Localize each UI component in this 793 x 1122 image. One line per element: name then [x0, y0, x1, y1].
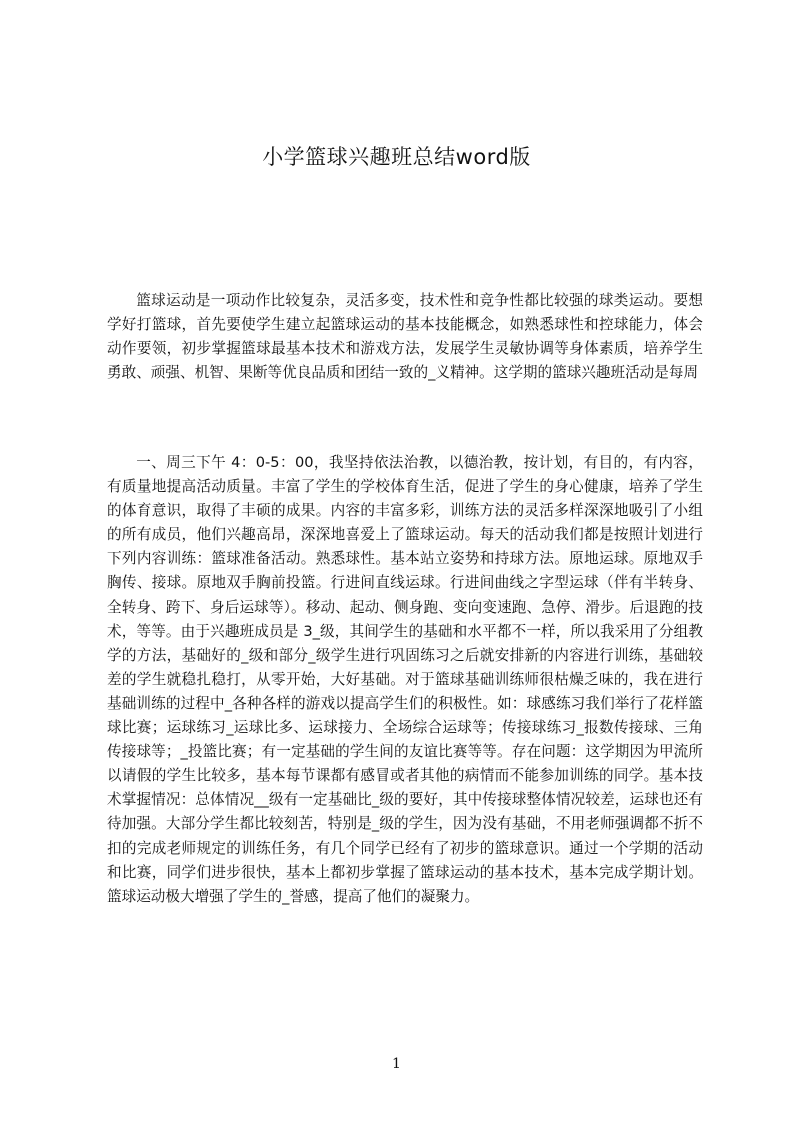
body-paragraph-1: 篮球运动是一项动作比较复杂，灵活多变，技术性和竞争性都比较强的球类运动。要想学好打篮球，首先要使学生建立起篮球运动的基本技能概念，如熟悉球性和控球能力，体会动作要领，初步掌握篮球最基本技术和游戏方法，发展学生灵敏协调等身体素质，培养学生勇敢、顽强、机智、果断等优良品质和团结一致的_义精神。这学期的篮球兴趣班活动是每周 — [107, 292, 703, 382]
document-title: 小学篮球兴趣班总结word版 — [262, 145, 531, 169]
page-number: 1 — [392, 1056, 401, 1072]
body-paragraph-2: 一、周三下午 4：0-5：00，我坚持依法治教，以德治教，按计划，有目的，有内容，有质量地提高活动质量。丰富了学生的学校体育生活，促进了学生的身心健康，培养了学生的体育意识，取得了丰硕的成果。内容的丰富多彩，训练方法的灵活多样深深地吸引了小组的所有成员，他们兴趣高昂，深深地喜爱上了篮球运动。每天的活动我们都是按照计划进行下列内容训练：篮球准备活动。熟悉球性。基本站立姿势和持球方法。原地运球。原地双手胸传、接球。原地双手胸前投篮。行进间直线运球。行进间曲线之字型运球（伴有半转身、全转身、跨下、身后运球等）。移动、起动、侧身跑、变向变速跑、急停、滑步。后退跑的技术，等等。由于兴趣班成员是 3_级，其间学生的基础和水平都不一样，所以我采用了分组教学的方法，基础好的_级和部分_级学生进行巩固练习之后就安排新的内容进行训练，基础较差的学生就稳扎稳打，从零开始，大好基础。对于篮球基础训练师很枯燥乏味的，我在进行基础训练的过程中_各种各样的游戏以提高学生们的积极性。如：球感练习我们举行了花样篮球比赛；运球练习_运球比多、运球接力、全场综合运球等；传接球练习_报数传接球、三角传接球等；_投篮比赛；有一定基础的学生间的友谊比赛等等。存在问题：这学期因为甲流所以请假的学生比较多，基本每节课都有感冒或者其他的病情而不能参加训练的同学。基本技术掌握情况：总体情况__级有一定基础比_级的要好，其中传接球整体情况较差，运球也还有待加强。大部分学生都比较刻苦，特别是_级的学生，因为没有基础，不用老师强调都不折不扣的完成老师规定的训练任务，有几个同学已经有了初步的篮球意识。通过一个学期的活动和比赛，同学们进步很快，基本上都初步掌握了篮球运动的基本技术，基本完成学期计划。篮球运动极大增强了学生的_誉感，提高了他们的凝聚力。 — [107, 454, 703, 905]
